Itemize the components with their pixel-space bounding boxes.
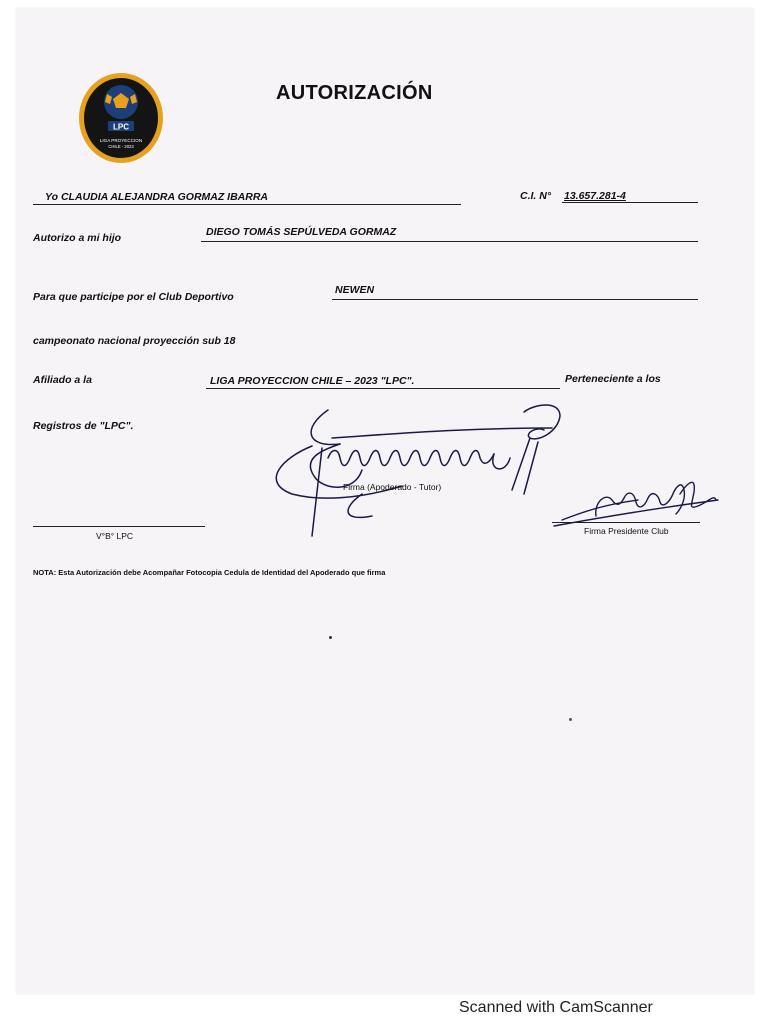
logo-text-line2: CHILE - 2023 <box>108 144 134 149</box>
yo-name-text: Yo CLAUDIA ALEJANDRA GORMAZ IBARRA <box>45 191 269 203</box>
yo-underline <box>33 204 461 205</box>
hijo-name-value: DIEGO TOMÁS SEPÚLVEDA GORMAZ <box>206 226 397 238</box>
registros-text: Registros de "LPC". <box>33 420 134 432</box>
liga-value: LIGA PROYECCION CHILE – 2023 "LPC". <box>210 375 415 387</box>
hijo-underline <box>201 241 698 242</box>
autorizo-label: Autorizo a mi hijo <box>33 232 122 244</box>
club-value: NEWEN <box>335 284 375 296</box>
logo-initials: LPC <box>113 122 129 132</box>
scan-speck <box>329 636 332 639</box>
ci-value: 13.657.281-4 <box>564 190 626 202</box>
perteneciente-text: Perteneciente a los <box>565 373 661 385</box>
ci-label: C.I. N° <box>520 190 552 202</box>
apoderado-signature-label: Firma (Apoderado - Tutor) <box>343 482 442 492</box>
club-underline <box>332 299 698 300</box>
document-title: AUTORIZACIÓN <box>276 82 433 104</box>
logo-text-line1: LIGA PROYECCION <box>99 138 143 143</box>
scan-speck <box>569 718 572 721</box>
presidente-signature-line <box>552 522 700 523</box>
camscanner-watermark: Scanned with CamScanner <box>459 999 653 1016</box>
vb-label: V°B° LPC <box>96 531 134 541</box>
apoderado-signature <box>262 398 572 538</box>
presidente-signature-label: Firma Presidente Club <box>584 526 669 536</box>
liga-underline <box>206 388 560 389</box>
lpc-logo <box>78 72 164 168</box>
nota-text: NOTA: Esta Autorización debe Acompañar Fotocopia Cedula de Identidad del Apoderado que firma <box>33 568 386 577</box>
afiliado-label: Afiliado a la <box>33 374 92 386</box>
vb-signature-line <box>33 526 205 527</box>
participe-label: Para que participe por el Club Deportivo <box>33 291 234 303</box>
campeonato-text: campeonato nacional proyección sub 18 <box>33 335 236 347</box>
ci-underline <box>562 202 698 203</box>
